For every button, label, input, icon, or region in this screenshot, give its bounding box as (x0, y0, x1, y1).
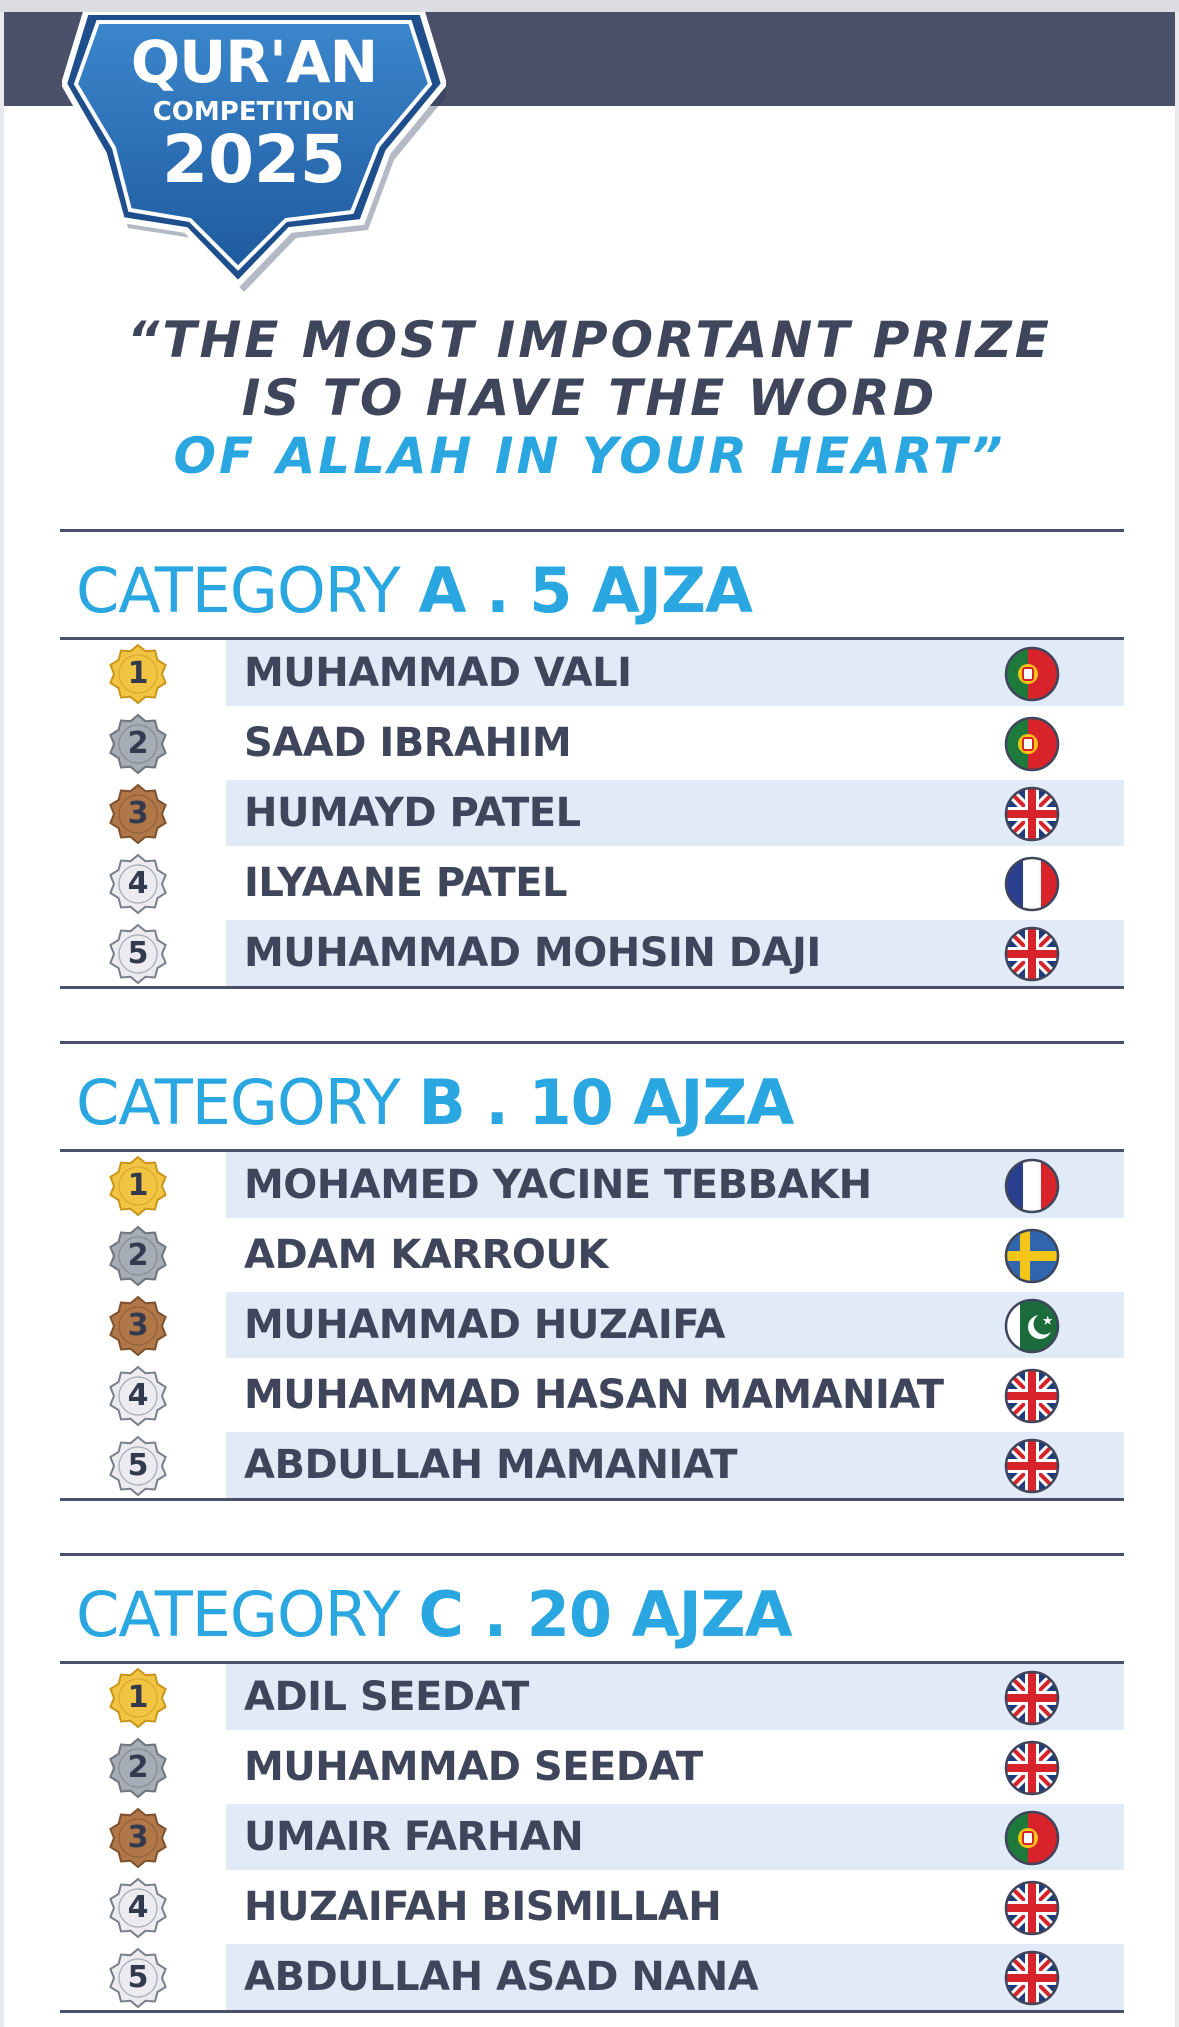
leaderboard-row (60, 1664, 1124, 1730)
rank-medal-icon (108, 1296, 168, 1356)
uk-flag-icon (1004, 926, 1060, 982)
rank-number: 3 (127, 796, 149, 831)
leaderboard-row (60, 1944, 1124, 2010)
participant-name: MOHAMED YACINE TEBBAKH (244, 1162, 872, 1208)
quote-line-3: OF ALLAH IN YOUR HEART” (173, 427, 1006, 485)
rank-number: 2 (127, 726, 149, 761)
badge-title: QUR'AN (130, 28, 378, 96)
badge-subtitle: COMPETITION (152, 97, 356, 127)
participant-name: ADAM KARROUK (244, 1232, 608, 1278)
category-word: CATEGORY (76, 1578, 400, 1651)
portugal-flag-icon (1004, 646, 1060, 702)
uk-flag-icon (1004, 1438, 1060, 1494)
pakistan-flag-icon (1004, 1298, 1060, 1354)
category-title (76, 551, 752, 631)
uk-flag-icon (1004, 1368, 1060, 1424)
rank-medal-icon (108, 1948, 168, 2008)
rank-number: 1 (127, 1680, 149, 1715)
rank-number: 3 (127, 1308, 149, 1343)
section-top-rule (60, 1041, 1124, 1044)
category-title (76, 1575, 792, 1655)
leaderboard-row (60, 1874, 1124, 1940)
rank-number: 2 (127, 1750, 149, 1785)
leaderboard-row (60, 1152, 1124, 1218)
quote-line-1: “THE MOST IMPORTANT PRIZE (127, 311, 1052, 369)
participant-name: ADIL SEEDAT (244, 1674, 529, 1720)
rank-number: 4 (127, 1890, 149, 1925)
rank-medal-icon (108, 924, 168, 984)
uk-flag-icon (1004, 786, 1060, 842)
uk-flag-icon (1004, 1950, 1060, 2006)
rank-number: 4 (127, 866, 149, 901)
participant-name: HUMAYD PATEL (244, 790, 581, 836)
portugal-flag-icon (1004, 716, 1060, 772)
category-word: CATEGORY (76, 1066, 400, 1139)
poster (4, 12, 1175, 2027)
badge-year: 2025 (162, 121, 346, 198)
participant-name: MUHAMMAD HASAN MAMANIAT (244, 1372, 944, 1418)
rank-medal-icon (108, 1226, 168, 1286)
rank-number: 3 (127, 1820, 149, 1855)
rank-medal-icon (108, 714, 168, 774)
quote-line-2: IS TO HAVE THE WORD (241, 369, 938, 427)
section-bottom-rule (60, 2010, 1124, 2013)
participant-name: SAAD IBRAHIM (244, 720, 572, 766)
section-top-rule (60, 529, 1124, 532)
leaderboard-row (60, 780, 1124, 846)
leaderboard-row (60, 1734, 1124, 1800)
leaderboard-row (60, 1362, 1124, 1428)
rank-medal-icon (108, 1366, 168, 1426)
rank-medal-icon (108, 854, 168, 914)
category-title (76, 1063, 793, 1143)
section-bottom-rule (60, 986, 1124, 989)
competition-badge-logo (62, 12, 446, 296)
leaderboard-row (60, 640, 1124, 706)
participant-name: MUHAMMAD SEEDAT (244, 1744, 703, 1790)
rank-number: 1 (127, 656, 149, 691)
category-word: CATEGORY (76, 554, 400, 627)
section-bottom-rule (60, 1498, 1124, 1501)
uk-flag-icon (1004, 1880, 1060, 1936)
participant-name: UMAIR FARHAN (244, 1814, 584, 1860)
rank-number: 5 (127, 936, 149, 971)
participant-name: MUHAMMAD MOHSIN DAJI (244, 930, 821, 976)
rank-medal-icon (108, 1156, 168, 1216)
leaderboard-row (60, 850, 1124, 916)
rank-number: 1 (127, 1168, 149, 1203)
leaderboard-row (60, 920, 1124, 986)
leaderboard-row (60, 710, 1124, 776)
participant-name: ABDULLAH MAMANIAT (244, 1442, 737, 1488)
participant-name: ABDULLAH ASAD NANA (244, 1954, 759, 2000)
uk-flag-icon (1004, 1670, 1060, 1726)
category-level: C . 20 AJZA (418, 1578, 792, 1651)
rank-number: 5 (127, 1960, 149, 1995)
participant-name: ILYAANE PATEL (244, 860, 568, 906)
rank-number: 2 (127, 1238, 149, 1273)
rank-medal-icon (108, 1436, 168, 1496)
portugal-flag-icon (1004, 1810, 1060, 1866)
participant-name: MUHAMMAD VALI (244, 650, 632, 696)
leaderboard-row (60, 1432, 1124, 1498)
uk-flag-icon (1004, 1740, 1060, 1796)
category-level: B . 10 AJZA (418, 1066, 794, 1139)
rank-number: 4 (127, 1378, 149, 1413)
category-level: A . 5 AJZA (418, 554, 752, 627)
leaderboard-row (60, 1804, 1124, 1870)
france-flag-icon (1004, 1158, 1060, 1214)
rank-medal-icon (108, 1668, 168, 1728)
sweden-flag-icon (1004, 1228, 1060, 1284)
france-flag-icon (1004, 856, 1060, 912)
leaderboard-row (60, 1222, 1124, 1288)
rank-medal-icon (108, 1808, 168, 1868)
top-strip (0, 0, 1179, 12)
rank-medal-icon (108, 1738, 168, 1798)
rank-medal-icon (108, 644, 168, 704)
section-top-rule (60, 1553, 1124, 1556)
participant-name: MUHAMMAD HUZAIFA (244, 1302, 725, 1348)
rank-medal-icon (108, 784, 168, 844)
rank-number: 5 (127, 1448, 149, 1483)
rank-medal-icon (108, 1878, 168, 1938)
participant-name: HUZAIFAH BISMILLAH (244, 1884, 722, 1930)
leaderboard-row (60, 1292, 1124, 1358)
